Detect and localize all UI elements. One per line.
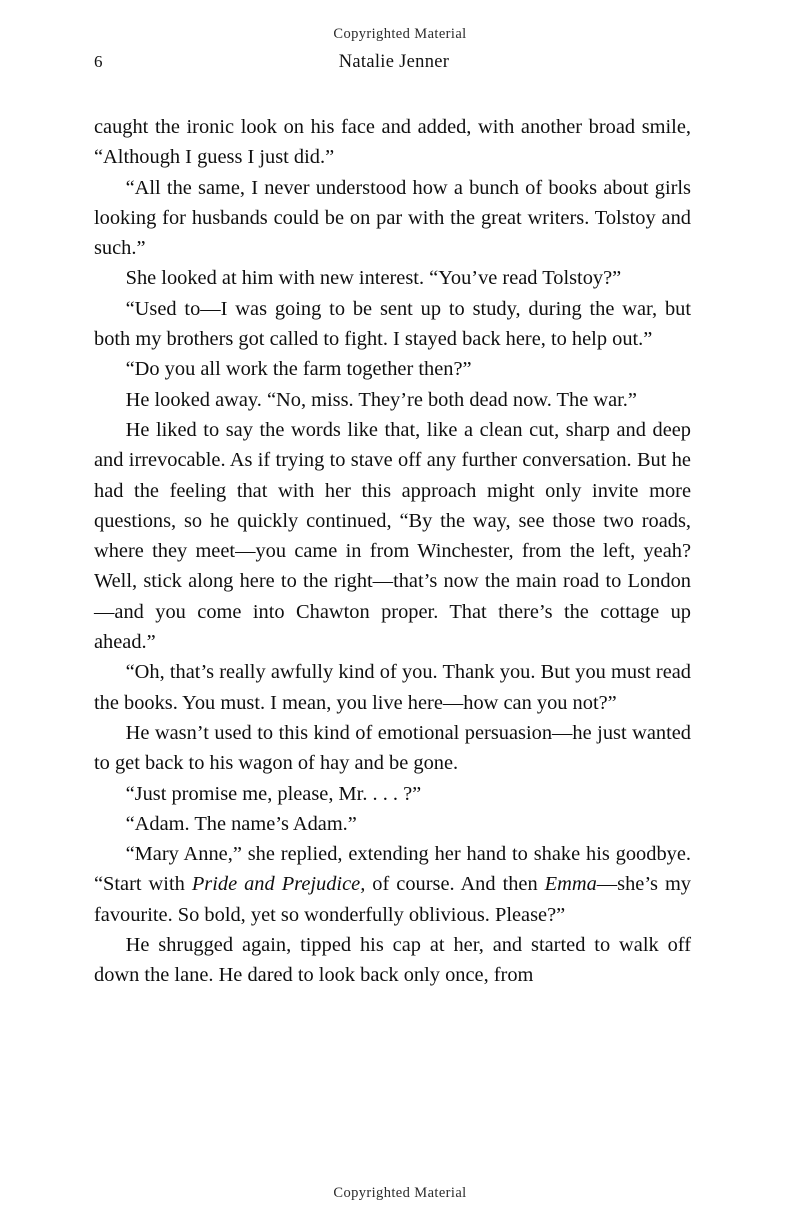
- paragraph: “All the same, I never understood how a bunch of books about girls looking for husbands could be on par with the great writers. Tolstoy and such.”: [94, 176, 691, 260]
- copyright-watermark-top: Copyrighted Material: [333, 26, 467, 42]
- paragraph: He liked to say the words like that, like a clean cut, sharp and deep and irrevocable. As if trying to stave off any further conversation. But he had the feeling that with her this approach might only invite more questions, so he quickly continued, “By the way, see those two roads, where they meet—you came in from Winchester, from the left, yeah? Well, stick along here to the right—that’s now the main road to London—and you come into Chawton proper. That there’s the cottage up ahead.”: [94, 418, 691, 654]
- author-name-heading: Natalie Jenner: [338, 52, 450, 72]
- paragraph: He looked away. “No, miss. They’re both dead now. The war.”: [125, 388, 637, 411]
- copyright-watermark-bottom: Copyrighted Material: [333, 1185, 467, 1201]
- paragraph: “Just promise me, please, Mr. . . . ?”: [125, 782, 422, 805]
- paragraph: “Oh, that’s really awfully kind of you. Thank you. But you must read the books. You must. I mean, you live here—how can you not?”: [94, 661, 691, 714]
- paragraph: She looked at him with new interest. “You’ve read Tolstoy?”: [125, 267, 622, 290]
- paragraph: “Adam. The name’s Adam.”: [125, 812, 357, 835]
- body-text: [94, 112, 691, 991]
- paragraph: “Do you all work the farm together then?”: [125, 358, 472, 381]
- running-head: [94, 52, 694, 76]
- paragraph: caught the ironic look on his face and added, with another broad smile, “Although I guess I just did.”: [94, 116, 691, 169]
- page-number: 6: [94, 52, 103, 71]
- paragraph: “Used to—I was going to be sent up to study, during the war, but both my brothers got called to fight. I stayed back here, to help out.”: [94, 297, 691, 351]
- paragraph: He wasn’t used to this kind of emotional persuasion—he just wanted to get back to his wagon of hay and be gone.: [94, 721, 691, 775]
- paragraph: He shrugged again, tipped his cap at her, and started to walk off down the lane. He dared to look back only once, from: [94, 934, 691, 987]
- paragraph: “Mary Anne,” she replied, extending her hand to shake his goodbye. “Start with Pride and Prejudice, of course. And then Emma—she’s my favourite. So bold, yet so wonderfully oblivious. Please?”: [94, 843, 692, 926]
